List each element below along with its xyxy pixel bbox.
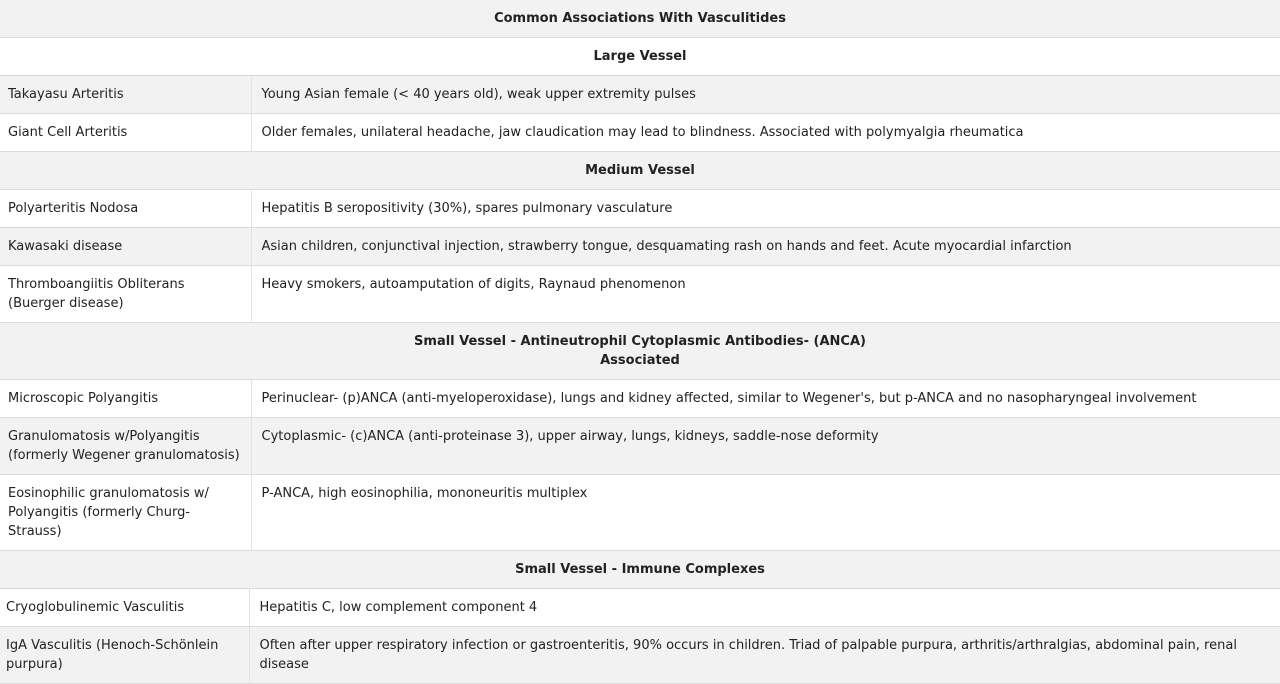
vasculitides-table-section-immune bbox=[0, 551, 1280, 684]
table-row bbox=[0, 380, 1280, 418]
group-heading-medium-vessel: Medium Vessel bbox=[0, 152, 1280, 190]
vasculitis-association: Cytoplasmic- (c)ANCA (anti-proteinase 3), upper airway, lungs, kidneys, saddle-nose deformity bbox=[251, 418, 1280, 475]
table-row bbox=[0, 190, 1280, 228]
vasculitis-name: Takayasu Arteritis bbox=[0, 76, 251, 114]
vasculitis-name: Cryoglobulinemic Vasculitis bbox=[0, 589, 249, 627]
vasculitis-association: Asian children, conjunctival injection, strawberry tongue, desquamating rash on hands and feet. Acute myocardial infarction bbox=[251, 228, 1280, 266]
vasculitis-association: P-ANCA, high eosinophilia, mononeuritis multiplex bbox=[251, 475, 1280, 551]
vasculitis-association: Heavy smokers, autoamputation of digits, Raynaud phenomenon bbox=[251, 266, 1280, 323]
table-row bbox=[0, 266, 1280, 323]
vasculitides-table-immune bbox=[0, 551, 1280, 684]
vasculitis-name: Granulomatosis w/Polyangitis (formerly Wegener granulomatosis) bbox=[0, 418, 251, 475]
table-row bbox=[0, 475, 1280, 551]
vasculitis-name: Microscopic Polyangitis bbox=[0, 380, 251, 418]
vasculitis-name: Kawasaki disease bbox=[0, 228, 251, 266]
vasculitis-name: Polyarteritis Nodosa bbox=[0, 190, 251, 228]
vasculitis-name: Thromboangiitis Obliterans (Buerger disease) bbox=[0, 266, 251, 323]
table-row bbox=[0, 589, 1280, 627]
vasculitis-name: Giant Cell Arteritis bbox=[0, 114, 251, 152]
vasculitis-association: Perinuclear- (p)ANCA (anti-myeloperoxidase), lungs and kidney affected, similar to Wegener's, but p-ANCA and no nasopharyngeal involvement bbox=[251, 380, 1280, 418]
group-heading-row bbox=[0, 152, 1280, 190]
group-heading-anca-line1: Small Vessel - Antineutrophil Cytoplasmic Antibodies- (ANCA) bbox=[414, 334, 866, 349]
group-heading-anca bbox=[0, 323, 1280, 380]
table-row bbox=[0, 114, 1280, 152]
vasculitis-association: Hepatitis B seropositivity (30%), spares pulmonary vasculature bbox=[251, 190, 1280, 228]
group-heading-row bbox=[0, 551, 1280, 589]
vasculitis-association: Young Asian female (< 40 years old), weak upper extremity pulses bbox=[251, 76, 1280, 114]
group-heading-row bbox=[0, 323, 1280, 380]
table-row bbox=[0, 627, 1280, 684]
vasculitis-association: Hepatitis C, low complement component 4 bbox=[249, 589, 1280, 627]
vasculitis-association: Often after upper respiratory infection or gastroenteritis, 90% occurs in children. Triad of palpable purpura, arthritis/arthralgias, abdominal pain, renal disease bbox=[249, 627, 1280, 684]
vasculitis-name: Eosinophilic granulomatosis w/ Polyangitis (formerly Churg-Strauss) bbox=[0, 475, 251, 551]
group-heading-anca-line2: Associated bbox=[600, 353, 680, 368]
group-heading-row bbox=[0, 38, 1280, 76]
table-title-row bbox=[0, 0, 1280, 38]
table-row bbox=[0, 418, 1280, 475]
vasculitis-association: Older females, unilateral headache, jaw claudication may lead to blindness. Associated with polymyalgia rheumatica bbox=[251, 114, 1280, 152]
table-row bbox=[0, 76, 1280, 114]
vasculitis-name: IgA Vasculitis (Henoch-Schönlein purpura) bbox=[0, 627, 249, 684]
table-title: Common Associations With Vasculitides bbox=[0, 0, 1280, 38]
table-row bbox=[0, 228, 1280, 266]
group-heading-immune-complexes: Small Vessel - Immune Complexes bbox=[0, 551, 1280, 589]
group-heading-large-vessel: Large Vessel bbox=[0, 38, 1280, 76]
